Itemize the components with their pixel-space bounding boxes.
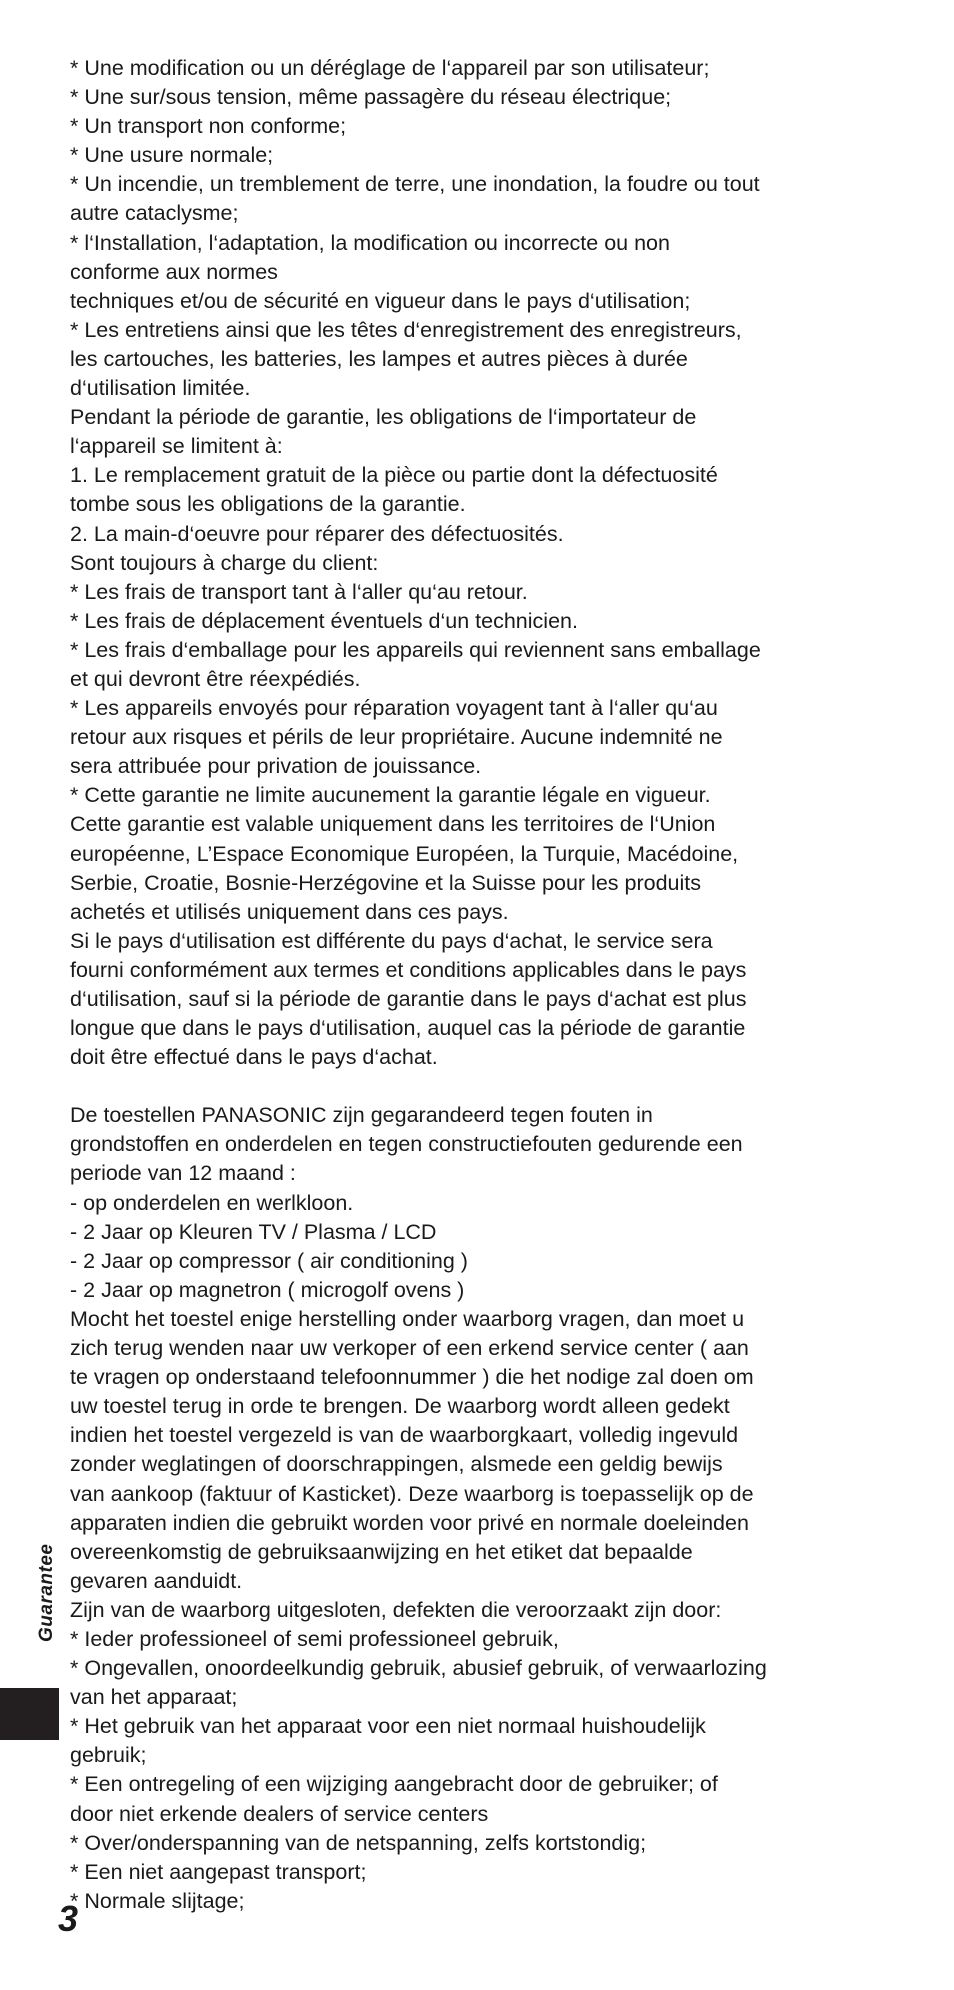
text-line: d‘utilisation limitée. bbox=[70, 376, 251, 401]
text-line: gebruik; bbox=[70, 1743, 147, 1768]
text-line: apparaten indien die gebruikt worden voor privé en normale doeleinden bbox=[70, 1510, 749, 1535]
text-line: * Ongevallen, onoordeelkundig gebruik, abusief gebruik, of verwaarlozing bbox=[70, 1656, 767, 1681]
text-line: door niet erkende dealers of service centers bbox=[70, 1801, 489, 1826]
side-tab-label: Guarantee bbox=[36, 1543, 57, 1642]
text-line: * Een niet aangepast transport; bbox=[70, 1859, 367, 1884]
text-line: van het apparaat; bbox=[70, 1685, 238, 1710]
text-line: longue que dans le pays d‘utilisation, auquel cas la période de garantie bbox=[70, 1016, 746, 1041]
dutch-section bbox=[70, 1101, 882, 1916]
text-line: doit être effectué dans le pays d‘achat. bbox=[70, 1045, 438, 1070]
page-number: 3 bbox=[58, 1898, 79, 1939]
text-line: * Cette garantie ne limite aucunement la garantie légale en vigueur. bbox=[70, 783, 711, 808]
side-tab bbox=[24, 1537, 60, 1667]
text-line: uw toestel terug in orde te brengen. De waarborg wordt alleen gedekt bbox=[70, 1394, 730, 1419]
text-line: * Un incendie, un tremblement de terre, une inondation, la foudre ou tout bbox=[70, 172, 760, 197]
text-line: * Une modification ou un déréglage de l‘appareil par son utilisateur; bbox=[70, 56, 710, 80]
text-line: 1. Le remplacement gratuit de la pièce ou partie dont la défectuosité bbox=[70, 463, 718, 488]
text-line: Sont toujours à charge du client: bbox=[70, 550, 379, 575]
text-line: overeenkomstig de gebruiksaanwijzing en het etiket dat bepaalde bbox=[70, 1539, 693, 1564]
text-line: techniques et/ou de sécurité en vigueur dans le pays d‘utilisation; bbox=[70, 288, 691, 313]
text-line: * Les frais d‘emballage pour les appareils qui reviennent sans emballage bbox=[70, 637, 761, 662]
text-line: * Een ontregeling of een wijziging aangebracht door de gebruiker; of bbox=[70, 1772, 718, 1797]
text-line: Mocht het toestel enige herstelling onder waarborg vragen, dan moet u bbox=[70, 1306, 745, 1331]
text-line: * Une usure normale; bbox=[70, 143, 274, 168]
text-line: gevaren aanduidt. bbox=[70, 1568, 243, 1593]
text-line: * Over/onderspanning van de netspanning, zelfs kortstondig; bbox=[70, 1830, 647, 1855]
text-line: te vragen op onderstaand telefoonnummer ) die het nodige zal doen om bbox=[70, 1365, 754, 1390]
text-line: l‘appareil se limitent à: bbox=[70, 434, 283, 459]
text-line: * Les frais de transport tant à l‘aller qu‘au retour. bbox=[70, 579, 528, 604]
text-line: - op onderdelen en werlkloon. bbox=[70, 1190, 354, 1215]
text-line: fourni conformément aux termes et conditions applicables dans le pays bbox=[70, 957, 747, 982]
text-line: conforme aux normes bbox=[70, 259, 278, 284]
text-line: grondstoffen en onderdelen en tegen constructiefouten gedurende een bbox=[70, 1132, 743, 1157]
text-line: Cette garantie est valable uniquement dans les territoires de l‘Union bbox=[70, 812, 716, 837]
text-line: retour aux risques et périls de leur propriétaire. Aucune indemnité ne bbox=[70, 725, 723, 750]
text-line: * Une sur/sous tension, même passagère du réseau électrique; bbox=[70, 85, 672, 110]
text-line: Zijn van de waarborg uitgesloten, defekten die veroorzaakt zijn door: bbox=[70, 1597, 722, 1622]
text-line: zich terug wenden naar uw verkoper of een erkend service center ( aan bbox=[70, 1336, 749, 1361]
text-line: * Un transport non conforme; bbox=[70, 114, 347, 139]
text-line: achetés et utilisés uniquement dans ces pays. bbox=[70, 899, 509, 924]
text-line: * Les entretiens ainsi que les têtes d‘enregistrement des enregistreurs, bbox=[70, 317, 742, 342]
side-tab-marker bbox=[0, 1688, 59, 1740]
document-body bbox=[70, 54, 882, 1916]
text-line: tombe sous les obligations de la garantie. bbox=[70, 492, 466, 517]
text-line: periode van 12 maand : bbox=[70, 1161, 296, 1186]
french-section bbox=[70, 54, 882, 1072]
text-line: 2. La main-d‘oeuvre pour réparer des défectuosités. bbox=[70, 521, 564, 546]
text-line: et qui devront être réexpédiés. bbox=[70, 666, 361, 691]
text-line: * Het gebruik van het apparaat voor een niet normaal huishoudelijk bbox=[70, 1714, 706, 1739]
text-line: - 2 Jaar op compressor ( air conditioning ) bbox=[70, 1248, 468, 1273]
text-line: autre cataclysme; bbox=[70, 201, 239, 226]
text-line: européenne, L’Espace Economique Européen, la Turquie, Macédoine, bbox=[70, 841, 739, 866]
text-line: * l‘Installation, l‘adaptation, la modification ou incorrecte ou non bbox=[70, 230, 670, 255]
text-line: * Les frais de déplacement éventuels d‘un technicien. bbox=[70, 608, 578, 633]
text-line: Si le pays d‘utilisation est différente du pays d‘achat, le service sera bbox=[70, 928, 713, 953]
text-line: * Les appareils envoyés pour réparation voyagent tant à l‘aller qu‘au bbox=[70, 696, 718, 721]
text-line: van aankoop (faktuur of Kasticket). Deze waarborg is toepasselijk op de bbox=[70, 1481, 754, 1506]
text-line: * Ieder professioneel of semi professioneel gebruik, bbox=[70, 1626, 559, 1651]
text-line: - 2 Jaar op Kleuren TV / Plasma / LCD bbox=[70, 1219, 437, 1244]
text-line: - 2 Jaar op magnetron ( microgolf ovens ) bbox=[70, 1277, 465, 1302]
text-line: De toestellen PANASONIC zijn gegarandeerd tegen fouten in bbox=[70, 1103, 653, 1128]
text-line: indien het toestel vergezeld is van de waarborgkaart, volledig ingevuld bbox=[70, 1423, 739, 1448]
text-line: sera attribuée pour privation de jouissance. bbox=[70, 754, 482, 779]
section-spacer bbox=[70, 1072, 882, 1101]
text-line: d‘utilisation, sauf si la période de garantie dans le pays d‘achat est plus bbox=[70, 987, 747, 1011]
text-line: zonder weglatingen of doorschrappingen, alsmede een geldig bewijs bbox=[70, 1452, 723, 1477]
text-line: * Normale slijtage; bbox=[70, 1888, 245, 1913]
text-line: les cartouches, les batteries, les lampes et autres pièces à durée bbox=[70, 346, 688, 371]
text-line: Pendant la période de garantie, les obligations de l‘importateur de bbox=[70, 405, 697, 430]
text-line: Serbie, Croatie, Bosnie-Herzégovine et la Suisse pour les produits bbox=[70, 870, 701, 895]
